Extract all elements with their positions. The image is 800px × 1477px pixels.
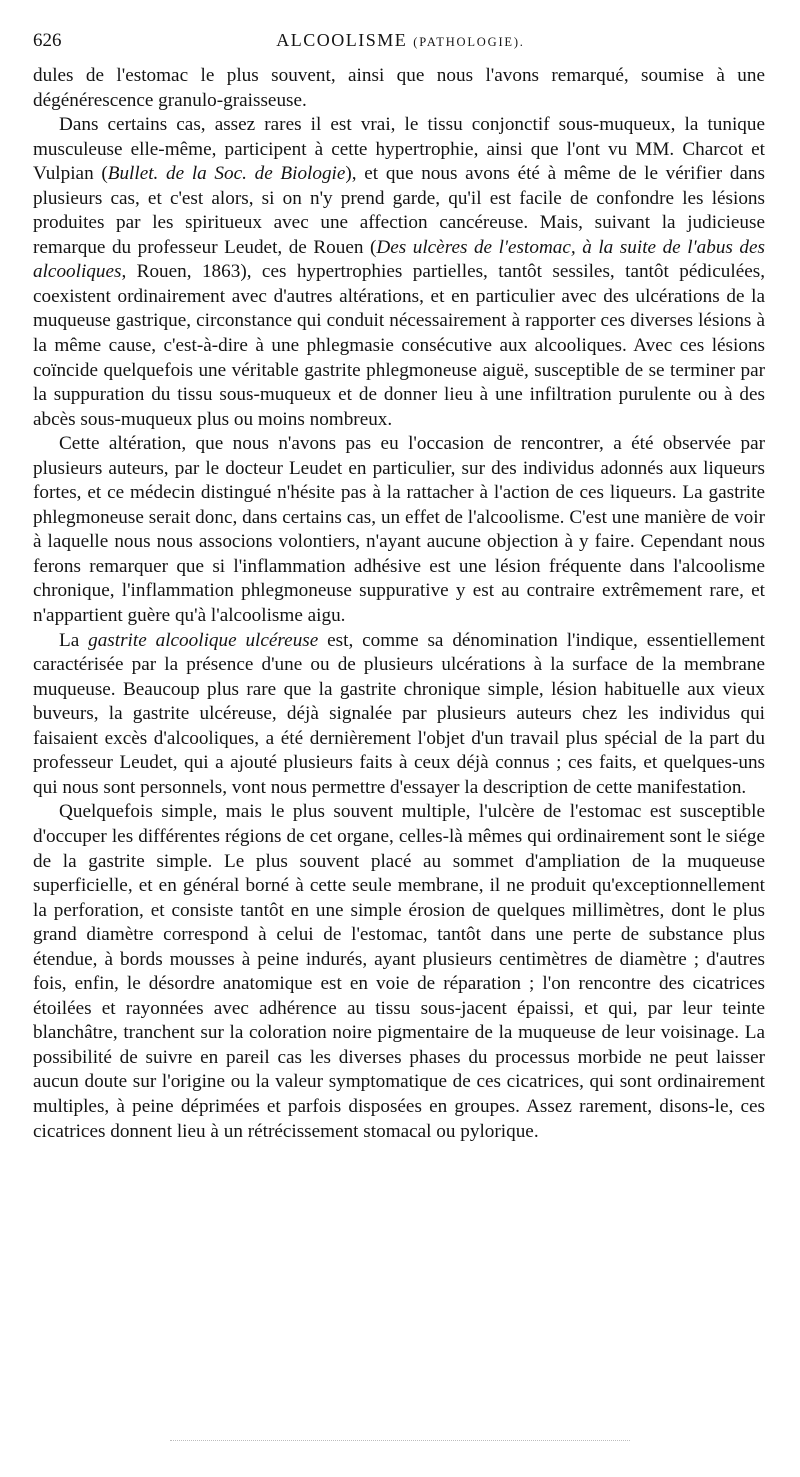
paragraph-phlegmonous: Cette altération, que nous n'avons pas eu l'occasion de rencontrer, a été observée par plusieurs auteurs, par le docteur Leudet en particulier, sur des individus adonnés aux liqueurs fortes, et ce médecin distingué n'hésite pas à la rattacher à l'action de ces liqueurs. La gastrite phlegmoneuse serait donc, dans certains cas, un effet de l'alcoolisme. C'est une manière de voir à laquelle nous nous associons volontiers, n'ayant aucune objection à y faire. Cependant nous ferons remarquer que si l'inflammation adhésive est une lésion fréquente dans l'alcoolisme chronique, l'inflammation phlegmoneuse suppurative y est au contraire extrêmement rare, et n'appartient guère qu'à l'alcoolisme aigu. xyxy=(33,433,765,627)
running-title-main: ALCOOLISME xyxy=(276,30,408,50)
page-number: 626 xyxy=(33,30,62,51)
term-gastrite-ulcereuse: gastrite alcoolique ulcéreuse xyxy=(88,629,319,651)
running-head xyxy=(33,30,768,56)
citation-leudet: Des ulcères de l'estomac, à la suite de l'abus des alcooliques xyxy=(33,236,765,283)
running-title xyxy=(33,30,768,51)
body-text xyxy=(33,64,765,1144)
paragraph-ulcerous-gastritis: La gastrite alcoolique ulcéreuse est, comme sa dénomination l'indique, essentiellement caractérisée par la présence d'une ou de plusieurs ulcérations à la surface de la membrane muqueuse. Beaucoup plus rare que la gastrite chronique simple, lésion habituelle aux vieux buveurs, la gastrite ulcéreuse, déjà signalée par plusieurs auteurs chez les individus qui faisaient excès d'alcooliques, a été dernièrement l'objet d'un travail plus spécial de la part du professeur Leudet, qui a ajouté plusieurs faits à ceux déjà connus ; ces faits, et quelques-uns qui nous sont personnels, vont nous permettre d'essayer la description de cette manifestation. xyxy=(33,629,765,798)
paragraph-hypertrophy: Dans certains cas, assez rares il est vrai, le tissu conjonctif sous-muqueux, la tunique musculeuse elle-même, participent à cette hypertrophie, ainsi que l'ont vu MM. Charcot et Vulpian (Bullet. de la Soc. de Biologie), et que nous avons été à même de le vérifier dans plusieurs cas, et c'est alors, si on n'y prend garde, qu'il est facile de confondre les lésions produites par les spiritueux avec une affection cancéreuse. Mais, suivant la judicieuse remarque du professeur Leudet, de Rouen (Des ulcères de l'estomac, à la suite de l'abus des alcooliques, Rouen, 1863), ces hypertrophies partielles, tantôt sessiles, tantôt pédiculées, coexistent ordinairement avec d'autres altérations, et en particulier avec des ulcérations de la muqueuse gastrique, circonstance qui conduit nécessairement à rapporter ces diverses lésions à la même cause, c'est-à-dire à une phlegmasie consécutive aux alcooliques. Avec ces lésions coïncide quelquefois une véritable gastrite phlegmoneuse aiguë, susceptible de se terminer par la suppuration du tissu sous-muqueux et de donner lieu à une infiltration purulente ou à des abcès sous-muqueux plus ou moins nombreux. xyxy=(33,114,765,430)
paragraph-continuation: dules de l'estomac le plus souvent, ainsi que nous l'avons remarqué, soumise à une dégénérescence granulo-graisseuse. xyxy=(33,65,765,111)
paragraph-ulcer-description: Quelquefois simple, mais le plus souvent multiple, l'ulcère de l'estomac est susceptible d'occuper les différentes régions de cet organe, celles-là mêmes qui ordinairement sont le siége de la gastrite simple. Le plus souvent placé au sommet d'ampliation de la muqueuse superficielle, et en général borné à cette seule membrane, il ne produit qu'exceptionnellement la perforation, et consiste tantôt en une simple érosion de quelques millimètres, dont le plus grand diamètre correspond à celui de l'estomac, tantôt dans une perte de substance plus étendue, à bords mousses à peine indurés, ayant plusieurs centimètres de diamètre ; d'autres fois, enfin, le désordre anatomique est en voie de réparation ; l'on rencontre des cicatrices étoilées et rayonnées avec adhérence au tissu sous-jacent épaissi, et qui, par leur teinte blanchâtre, tranchent sur la coloration noire pigmentaire de la muqueuse de leur voisinage. La possibilité de suivre en pareil cas les diverses phases du processus morbide ne peut laisser aucun doute sur l'origine ou la valeur symptomatique de ces cicatrices, qui sont ordinairement multiples, à peine déprimées et parfois disposées en groupes. Assez rarement, disons-le, ces cicatrices donnent lieu à un rétrécissement stomacal ou pylorique. xyxy=(33,801,765,1142)
running-title-sub: (PATHOLOGIE). xyxy=(413,35,525,49)
citation-bulletin: Bullet. de la Soc. de Biologie xyxy=(107,163,346,185)
scan-footer-marks xyxy=(170,1440,630,1449)
